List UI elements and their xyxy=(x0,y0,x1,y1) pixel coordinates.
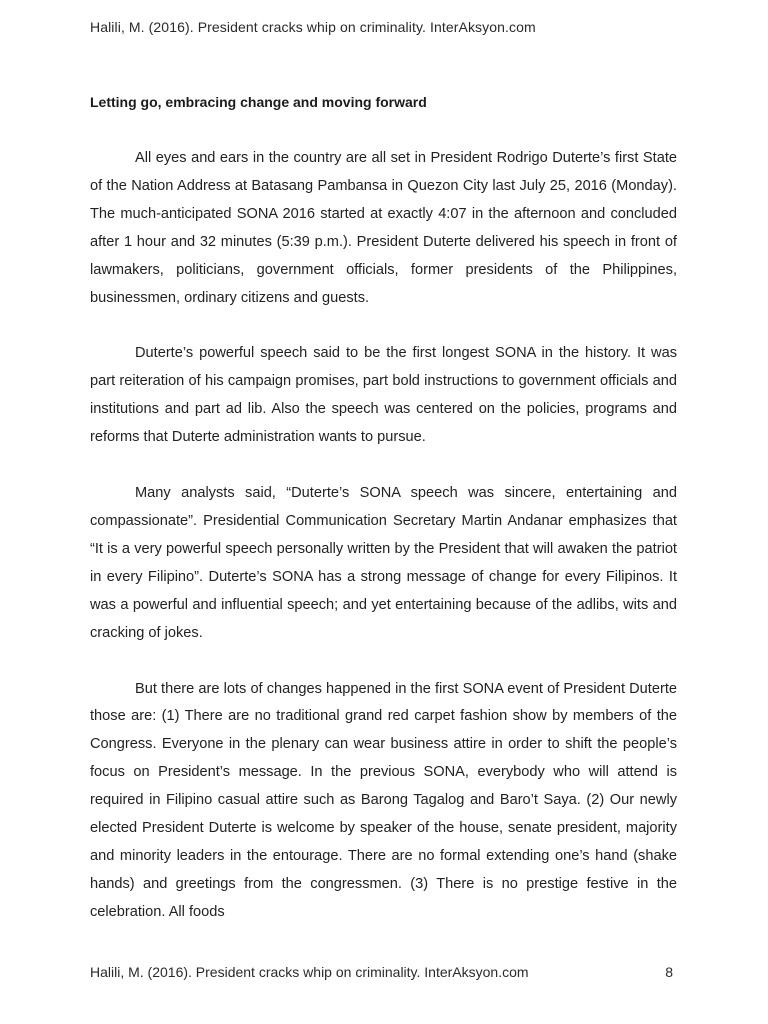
page-footer xyxy=(90,964,677,980)
body-text xyxy=(90,145,677,927)
section-heading: Letting go, embracing change and moving forward xyxy=(90,94,427,110)
paragraph-3: Many analysts said, “Duterte’s SONA speech was sincere, entertaining and compassionate”. Presidential Communication Secretary Martin Andanar emphasizes that “It is a very powerful speech personally written by the President that will awaken the patriot in every Filipino”. Duterte’s SONA has a strong message of change for every Filipinos. It was a powerful and influential speech; and yet entertaining because of the adlibs, wits and cracking of jokes. xyxy=(90,485,677,641)
page-header-citation: Halili, M. (2016). President cracks whip on criminality. InterAksyon.com xyxy=(90,19,536,35)
paragraph-2: Duterte’s powerful speech said to be the first longest SONA in the history. It was part reiteration of his campaign promises, part bold instructions to government officials and institutions and part ad lib. Also the speech was centered on the policies, programs and reforms that Duterte administration wants to pursue. xyxy=(90,345,677,446)
footer-citation: Halili, M. (2016). President cracks whip on criminality. InterAksyon.com xyxy=(90,964,529,980)
paragraph-1: All eyes and ears in the country are all set in President Rodrigo Duterte’s first State of the Nation Address at Batasang Pambansa in Quezon City last July 25, 2016 (Monday). The much-anticipated SONA 2016 started at exactly 4:07 in the afternoon and concluded after 1 hour and 32 minutes (5:39 p.m.). President Duterte delivered his speech in front of lawmakers, politicians, government officials, former presidents of the Philippines, businessmen, ordinary citizens and guests. xyxy=(90,150,677,306)
paragraph-4: But there are lots of changes happened in the first SONA event of President Duterte those are: (1) There are no traditional grand red carpet fashion show by members of the Congress. Everyone in the plenary can wear business attire in order to shift the people’s focus on President’s message. In the previous SONA, everybody who will attend is required in Filipino casual attire such as Barong Tagalog and Baro’t Saya. (2) Our newly elected President Duterte is welcome by speaker of the house, senate president, majority and minority leaders in the entourage. There are no formal extending one’s hand (shake hands) and greetings from the congressmen. (3) There is no prestige festive in the celebration. All foods xyxy=(90,680,677,920)
page-number: 8 xyxy=(665,964,673,980)
